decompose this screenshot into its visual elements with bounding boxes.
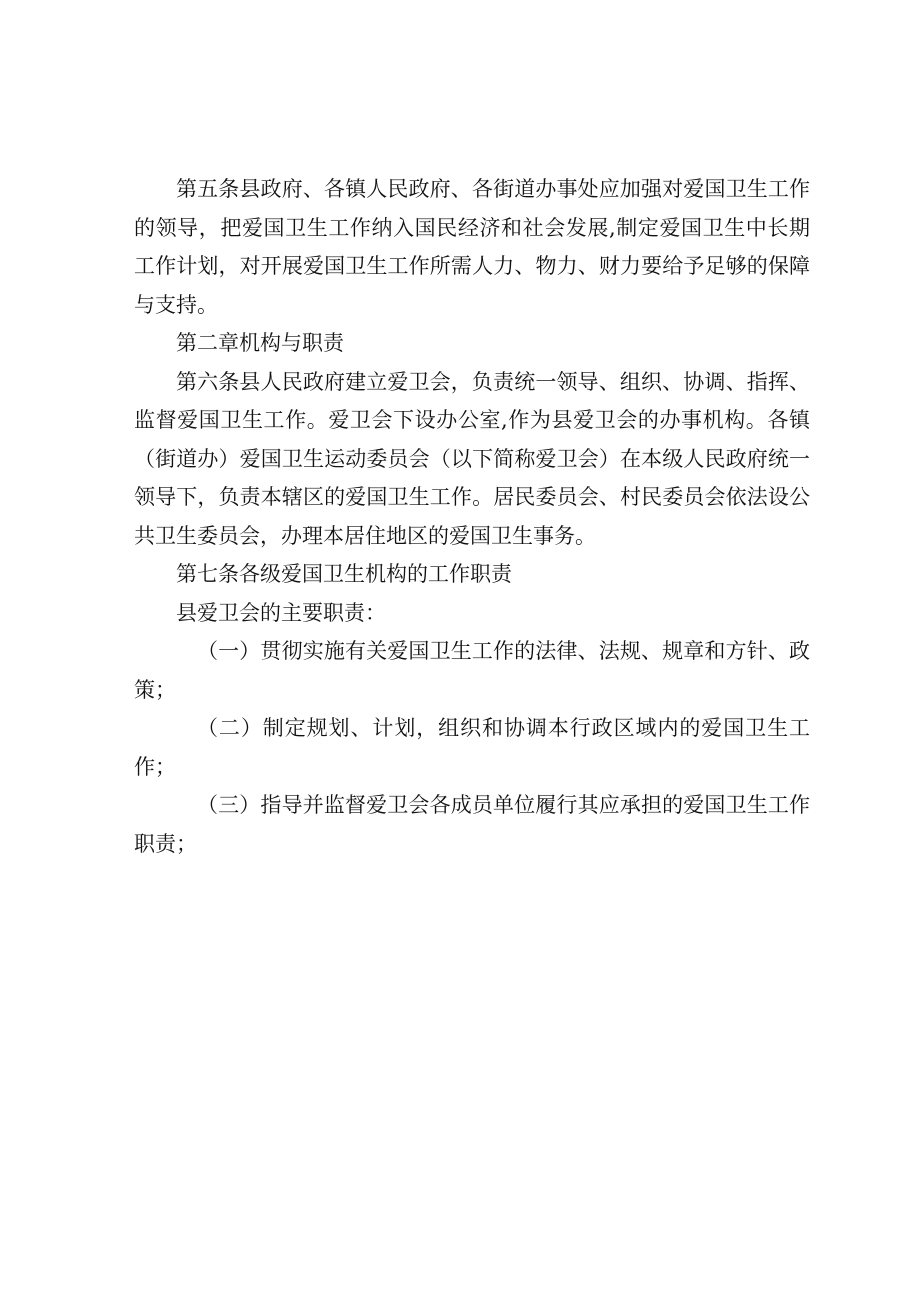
county-duties-heading: 县爱卫会的主要职责： xyxy=(176,600,386,625)
document-body xyxy=(134,170,810,863)
duty-item-1: （一）贯彻实施有关爱国卫生工作的法律、法规、规章和方针、政策； xyxy=(134,639,810,702)
article-6-paragraph: 第六条县人民政府建立爱卫会，负责统一领导、组织、协调、指挥、监督爱国卫生工作。爱卫会下设办公室,作为县爱卫会的办事机构。各镇（街道办）爱国卫生运动委员会（以下简称爱卫会）在本级人民政府统一领导下，负责本辖区的爱国卫生工作。居民委员会、村民委员会依法设公共卫生委员会，办理本居住地区的爱国卫生事务。 xyxy=(134,369,810,548)
chapter-2-heading: 第二章机构与职责 xyxy=(176,331,344,355)
duty-item-2: （二）制定规划、计划，组织和协调本行政区域内的爱国卫生工作； xyxy=(134,716,810,779)
article-5-paragraph: 第五条县政府、各镇人民政府、各街道办事处应加强对爱国卫生工作的领导，把爱国卫生工作纳入国民经济和社会发展,制定爱国卫生中长期工作计划，对开展爱国卫生工作所需人力、物力、财力要给予足够的保障与支持。 xyxy=(134,177,810,317)
article-7-paragraph: 第七条各级爱国卫生机构的工作职责 xyxy=(176,562,512,586)
duty-item-3: （三）指导并监督爱卫会各成员单位履行其应承担的爱国卫生工作职责； xyxy=(134,793,810,856)
